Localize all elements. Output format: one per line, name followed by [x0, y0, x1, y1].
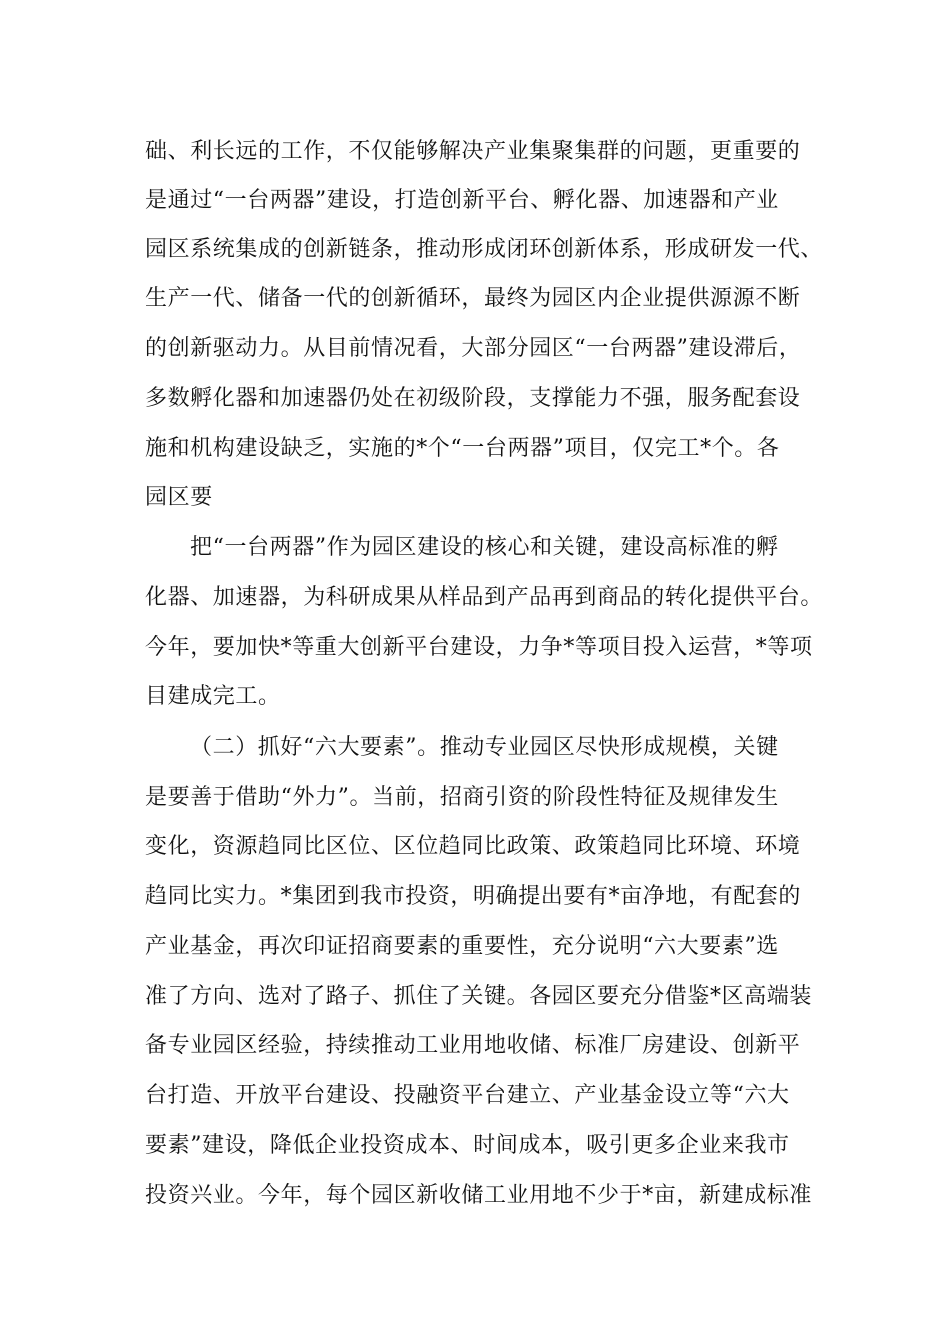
paragraph-line-16: 趋同比实力。*集团到我市投资，明确提出要有*亩净地，有配套的	[145, 884, 802, 909]
paragraph-line-18: 准了方向、选对了路子、抓住了关键。各园区要充分借鉴*区高端装	[145, 984, 813, 1009]
paragraph-line-2: 是通过“一台两器”建设，打造创新平台、孵化器、加速器和产业	[145, 188, 779, 213]
paragraph-line-17: 产业基金，再次印证招商要素的重要性，充分说明“六大要素”选	[145, 934, 779, 959]
paragraph-line-20: 台打造、开放平台建设、投融资平台建立、产业基金设立等“六大	[145, 1083, 790, 1108]
paragraph-line-22: 投资兴业。今年，每个园区新收储工业用地不少于*亩，新建成标准	[145, 1183, 813, 1208]
paragraph-line-11: 今年，要加快*等重大创新平台建设，力争*等项目投入运营，*等项	[145, 635, 813, 660]
paragraph-line-6: 多数孵化器和加速器仍处在初级阶段，支撑能力不强，服务配套设	[145, 386, 801, 411]
paragraph-line-5: 的创新驱动力。从目前情况看，大部分园区“一台两器”建设滞后，	[145, 336, 802, 361]
paragraph-line-12: 目建成完工。	[145, 684, 281, 709]
paragraph-line-14: 是要善于借助“外力”。当前，招商引资的阶段性特征及规律发生	[145, 785, 779, 810]
section-heading-line: （二）抓好“六大要素”。推动专业园区尽快形成规模，关键	[190, 735, 779, 760]
paragraph-line-7: 施和机构建设缺乏，实施的*个“一台两器”项目，仅完工*个。各	[145, 436, 780, 461]
paragraph-line-4: 生产一代、储备一代的创新循环，最终为园区内企业提供源源不断	[145, 286, 801, 311]
paragraph-line-19: 备专业园区经验，持续推动工业用地收储、标准厂房建设、创新平	[145, 1033, 801, 1058]
paragraph-line-15: 变化，资源趋同比区位、区位趋同比政策、政策趋同比环境、环境	[145, 834, 801, 859]
paragraph-line-10: 化器、加速器，为科研成果从样品到产品再到商品的转化提供平台。	[145, 585, 824, 610]
paragraph-line-3: 园区系统集成的创新链条，推动形成闭环创新体系，形成研发一代、	[145, 237, 824, 262]
paragraph-line-21: 要素”建设，降低企业投资成本、时间成本，吸引更多企业来我市	[145, 1133, 790, 1158]
paragraph-line-8: 园区要	[145, 485, 213, 510]
paragraph-line-9: 把“一台两器”作为园区建设的核心和关键，建设高标准的孵	[190, 535, 779, 560]
paragraph-line-1: 础、利长远的工作，不仅能够解决产业集聚集群的问题，更重要的	[145, 139, 801, 164]
